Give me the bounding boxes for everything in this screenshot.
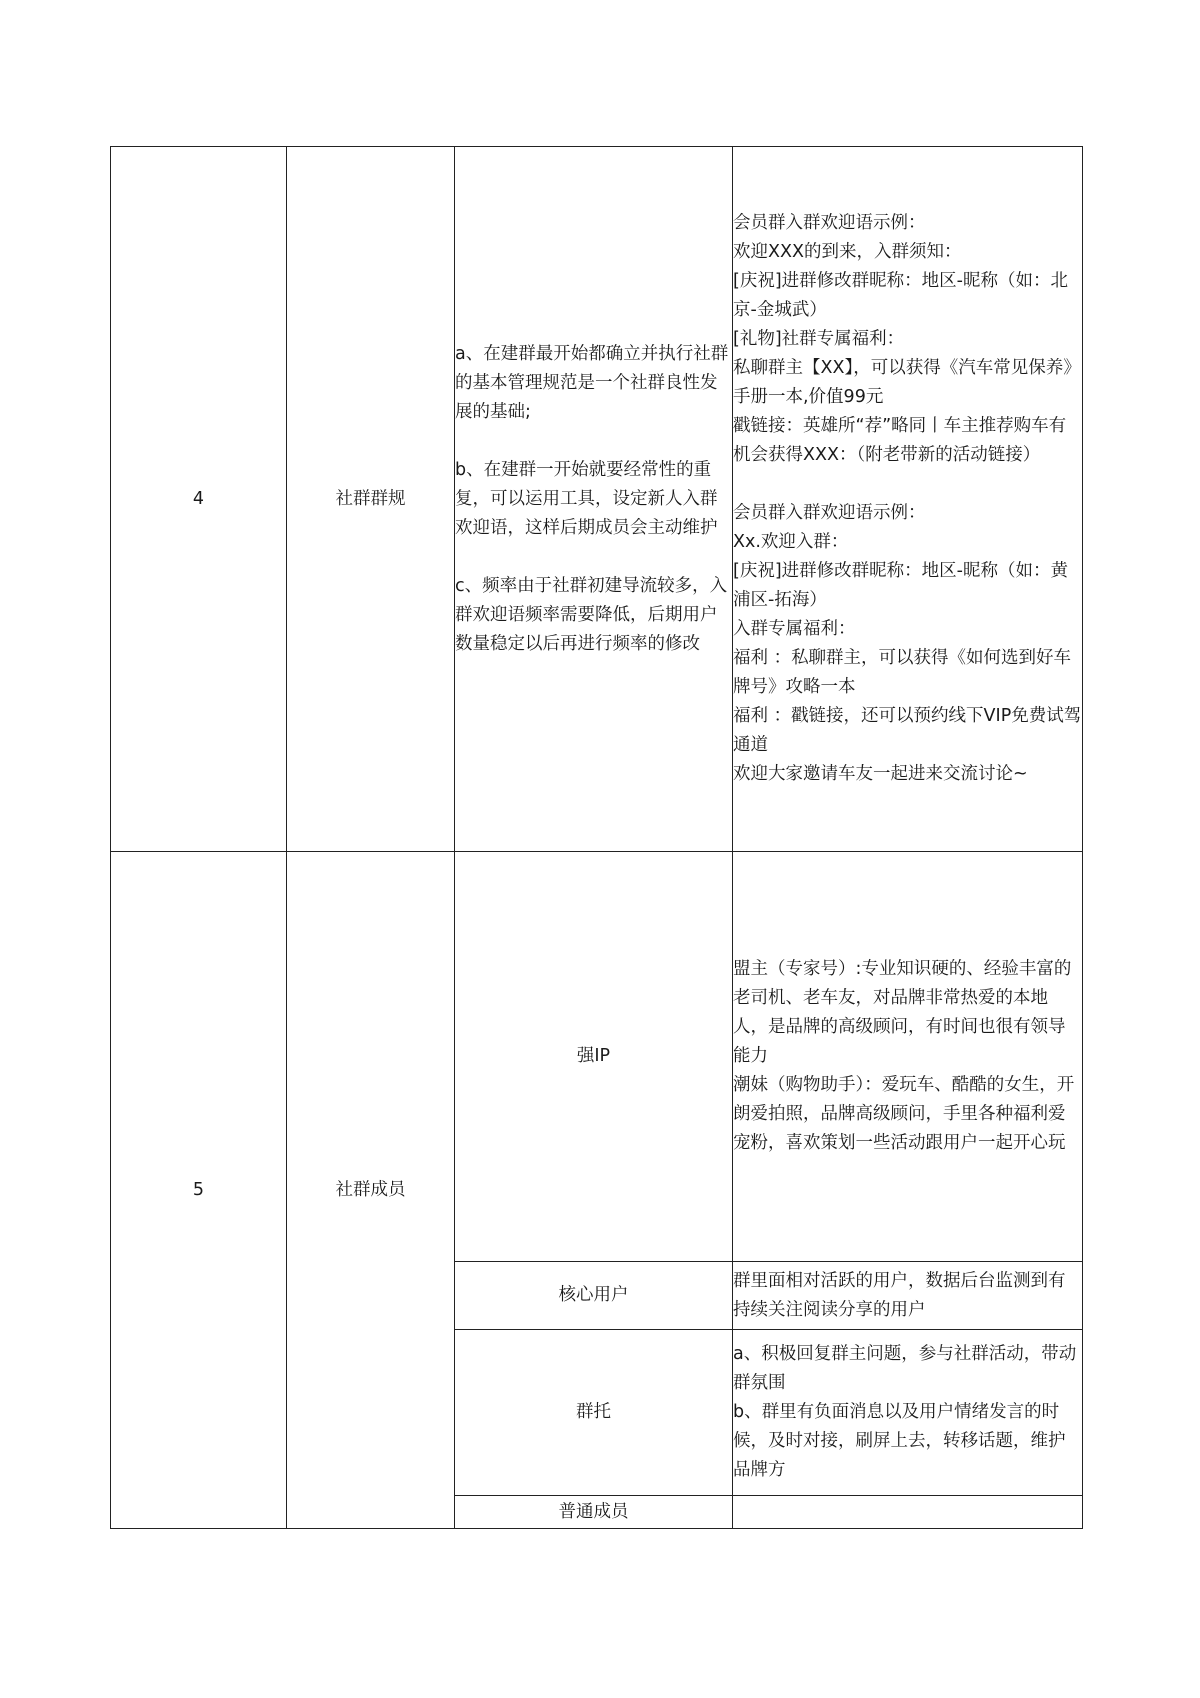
member-description <box>733 1496 1083 1529</box>
member-description-text: 群里面相对活跃的用户，数据后台监测到有持续关注阅读分享的用户 <box>733 1270 1066 1320</box>
member-type: 普通成员 <box>455 1496 733 1529</box>
member-description-text: 盟主（专家号）:专业知识硬的、经验丰富的老司机、老车友，对品牌非常热爱的本地人，是品牌的高级顾问，有时间也很有领导能力 潮妹（购物助手）：爱玩车、酷酷的女生，开朗爱拍照，品牌高级顾问，手里各种福利爱宠粉，喜欢策划一些活动跟用户一起开心玩 <box>733 959 1075 1153</box>
table-row-5-strong-ip <box>111 852 1083 1262</box>
row-number: 5 <box>111 852 287 1529</box>
community-rules-table <box>110 146 1083 1529</box>
member-description-text: a、积极回复群主问题，参与社群活动，带动群氛围 b、群里有负面消息以及用户情绪发言的时候，及时对接，刷屏上去，转移话题，维护品牌方 <box>733 1344 1077 1480</box>
welcome-message-example: 会员群入群欢迎语示例： Xx.欢迎入群： [庆祝]进群修改群昵称：地区-昵称（如：黄浦区-拓海） 入群专属福利： 福利 ：私聊群主，可以获得《如何选到好车牌号》攻略一本 福利 ：戳链接，还可以预约线下VIP免费试驾通道 欢迎大家邀请车友一起进来交流讨论~ <box>733 503 1082 784</box>
member-type: 群托 <box>455 1330 733 1496</box>
row-number: 4 <box>111 147 287 852</box>
table-row-4 <box>111 147 1083 852</box>
row-explanation <box>455 147 733 852</box>
explanation-paragraph: c、频率由于社群初建导流较多，入群欢迎语频率需要降低，后期用户数量稳定以后再进行频率的修改 <box>455 575 728 654</box>
member-type: 核心用户 <box>455 1262 733 1330</box>
row-category: 社群群规 <box>287 147 455 852</box>
explanation-paragraph: a、在建群最开始都确立并执行社群的基本管理规范是一个社群良性发展的基础; <box>455 343 729 422</box>
explanation-paragraph: b、在建群一开始就要经常性的重复，可以运用工具，设定新人入群欢迎语，这样后期成员会主动维护 <box>455 459 718 538</box>
row-detail <box>733 147 1083 852</box>
row-category: 社群成员 <box>287 852 455 1529</box>
member-description <box>733 1330 1083 1496</box>
member-description <box>733 852 1083 1262</box>
member-description <box>733 1262 1083 1330</box>
member-type: 强IP <box>455 852 733 1262</box>
welcome-message-example: 会员群入群欢迎语示例： 欢迎XXX的到来，入群须知： [庆祝]进群修改群昵称：地区-昵称（如：北京-金城武） [礼物]社群专属福利： 私聊群主【XX】，可以获得《汽车常见保养》手册一本,价值99元 戳链接：英雄所“荐”略同丨车主推荐购车有机会获得XXX：（附老带新的活动链接） <box>733 213 1081 465</box>
